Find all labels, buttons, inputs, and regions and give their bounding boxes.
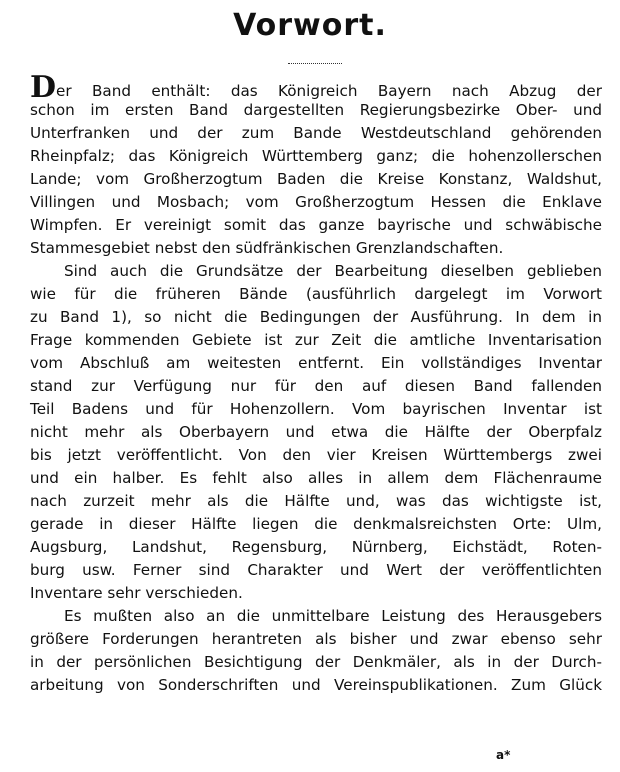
body-text (30, 70, 602, 697)
text-line: wie für die früheren Bände (ausführlich dargelegt im Vorwort (30, 285, 602, 303)
text-line: Der Band enthält: das Königreich Bayern nach Abzug der (30, 70, 602, 105)
text-line: Villingen und Mosbach; vom Großherzogtum Hessen die Enklave (30, 193, 602, 211)
text-line: zu Band 1), so nicht die Bedingungen der Ausführung. In dem in (30, 308, 602, 326)
page-title: Vorwort. (233, 8, 387, 43)
text-line: Frage kommenden Gebiete ist zur Zeit die amtliche Inventarisation (30, 331, 602, 349)
text-line: Unterfranken und der zum Bande Westdeutschland gehörenden (30, 124, 602, 142)
text-line: Lande; vom Großherzogtum Baden die Kreise Konstanz, Waldshut, (30, 170, 602, 188)
text-line: gerade in dieser Hälfte liegen die denkmalsreichsten Orte: Ulm, (30, 515, 602, 533)
title-separator (288, 63, 342, 64)
text-line: Inventare sehr verschieden. (30, 584, 243, 602)
text-line: Rheinpfalz; das Königreich Württemberg ganz; die hohenzollerschen (30, 147, 602, 165)
text-line: Es mußten also an die unmittelbare Leistung des Herausgebers (64, 607, 602, 625)
text-line: stand zur Verfügung nur für den auf diesen Band fallenden (30, 377, 602, 395)
text-line: größere Forderungen herantreten als bisher und zwar ebenso sehr (30, 630, 602, 648)
text-line: in der persönlichen Besichtigung der Denkmäler, als in der Durch- (30, 653, 602, 671)
paragraph-1 (30, 70, 602, 260)
text-line: Sind auch die Grundsätze der Bearbeitung dieselben geblieben (64, 262, 602, 280)
signature-mark: a* (496, 748, 511, 762)
text-line: Teil Badens und für Hohenzollern. Vom bayrischen Inventar ist (30, 400, 602, 418)
text-line: und ein halber. Es fehlt also alles in allem dem Flächenraume (30, 469, 602, 487)
text-line: burg usw. Ferner sind Charakter und Wert der veröffentlichten (30, 561, 602, 579)
text-line: arbeitung von Sonderschriften und Vereinspublikationen. Zum Glück (30, 676, 602, 694)
text-line: nicht mehr als Oberbayern und etwa die Hälfte der Oberpfalz (30, 423, 602, 441)
paragraph-2 (30, 260, 602, 605)
text-line: schon im ersten Band dargestellten Regierungsbezirke Ober- und (30, 101, 602, 119)
drop-cap: D (30, 70, 57, 105)
text-line: nach zurzeit mehr als die Hälfte und, was das wichtigste ist, (30, 492, 602, 510)
text-line: Wimpfen. Er vereinigt somit das ganze bayrische und schwäbische (30, 216, 602, 234)
text-line: bis jetzt veröffentlicht. Von den vier Kreisen Württembergs zwei (30, 446, 602, 464)
text-line: Stammesgebiet nebst den südfränkischen Grenzlandschaften. (30, 239, 504, 257)
text-line: Augsburg, Landshut, Regensburg, Nürnberg, Eichstädt, Roten- (30, 538, 602, 556)
paragraph-3 (30, 605, 602, 697)
text-line: vom Abschluß am weitesten entfernt. Ein vollständiges Inventar (30, 354, 602, 372)
